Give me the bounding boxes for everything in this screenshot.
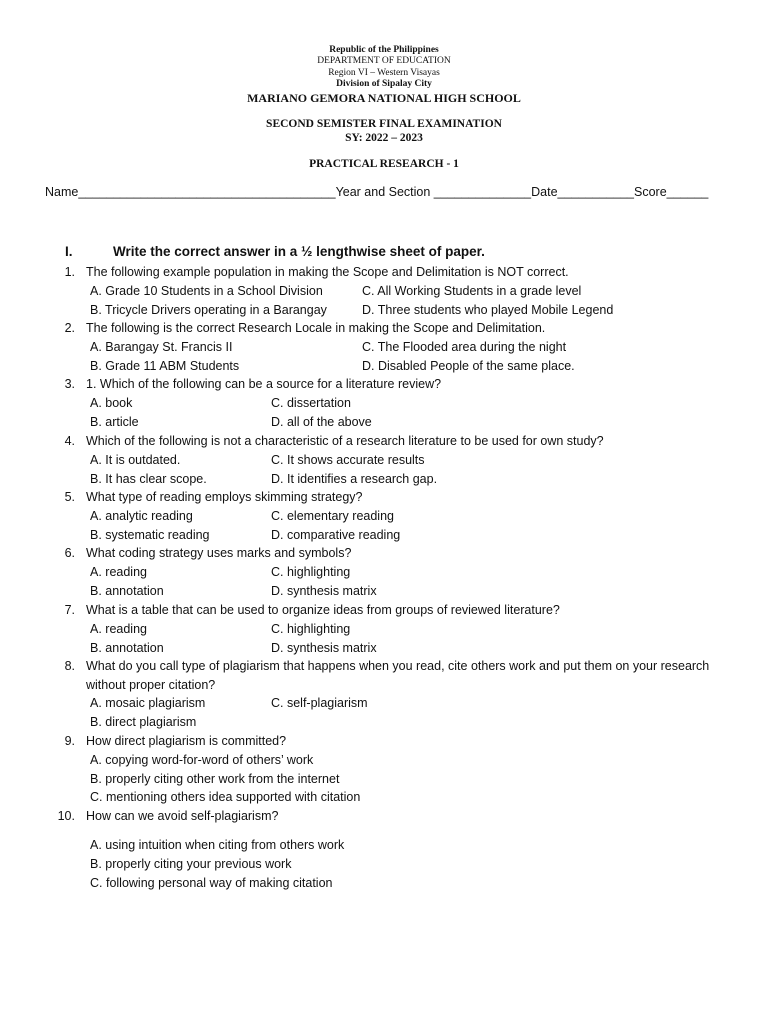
section-numeral: I. — [65, 244, 73, 259]
question-number: 1. — [64, 265, 75, 279]
header-division: Division of Sipalay City — [336, 79, 432, 89]
option-d: D. It identifies a research gap. — [271, 472, 438, 486]
question-text: What is a table that can be used to organize ideas from groups of reviewed literature? — [86, 603, 560, 617]
question-number: 6. — [64, 546, 75, 560]
option-d: D. all of the above — [271, 415, 372, 429]
option-d: D. synthesis matrix — [271, 584, 377, 598]
section-instruction: Write the correct answer in a ½ lengthwise sheet of paper. — [113, 244, 485, 259]
question-text: The following example population in making the Scope and Delimitation is NOT correct. — [86, 265, 569, 279]
question-number: 8. — [64, 659, 75, 673]
question-text: What do you call type of plagiarism that happens when you read, cite others work and put them on your research — [86, 659, 710, 673]
question-text: Which of the following is not a characteristic of a research literature to be used for own study? — [86, 434, 604, 448]
question-text: What coding strategy uses marks and symbols? — [86, 546, 352, 560]
option-a: A. book — [90, 396, 133, 410]
option-b: B. direct plagiarism — [90, 715, 197, 729]
option-a: A. Barangay St. Francis II — [90, 340, 233, 354]
question-text: How can we avoid self-plagiarism? — [86, 809, 279, 823]
question-number: 7. — [64, 603, 75, 617]
question-text: 1. Which of the following can be a source for a literature review? — [86, 377, 442, 391]
subject-title: PRACTICAL RESEARCH - 1 — [309, 158, 459, 170]
option-c: C. All Working Students in a grade level — [362, 284, 582, 298]
option-c: C. following personal way of making citation — [90, 876, 333, 890]
option-c: C. highlighting — [271, 622, 351, 636]
school-year: SY: 2022 – 2023 — [345, 132, 423, 144]
option-a: A. analytic reading — [90, 509, 193, 523]
question-text: The following is the correct Research Locale in making the Scope and Delimitation. — [86, 321, 546, 335]
option-d: D. synthesis matrix — [271, 641, 377, 655]
option-a: A. mosaic plagiarism — [90, 696, 206, 710]
option-a: A. using intuition when citing from others work — [90, 838, 345, 852]
question-text-continued: without proper citation? — [86, 678, 216, 692]
option-a: A. Grade 10 Students in a School Division — [90, 284, 323, 298]
option-b: B. annotation — [90, 584, 164, 598]
option-a: A. It is outdated. — [90, 453, 181, 467]
question-number: 5. — [64, 490, 75, 504]
option-b: B. systematic reading — [90, 528, 210, 542]
question-text: What type of reading employs skimming strategy? — [86, 490, 363, 504]
option-a: A. reading — [90, 622, 147, 636]
question-number: 3. — [64, 377, 75, 391]
option-b: B. properly citing other work from the internet — [90, 772, 340, 786]
option-c: C. mentioning others idea supported with citation — [90, 790, 361, 804]
option-b: B. properly citing your previous work — [90, 857, 292, 871]
question-number: 9. — [64, 734, 75, 748]
option-d: D. comparative reading — [271, 528, 401, 542]
student-info-line: Name_____________________________________Year and Section ______________Date___________Score______ — [45, 185, 709, 199]
question-number: 4. — [64, 434, 75, 448]
option-b: B. It has clear scope. — [90, 472, 207, 486]
option-c: C. dissertation — [271, 396, 351, 410]
option-b: B. annotation — [90, 641, 164, 655]
option-b: B. article — [90, 415, 139, 429]
option-c: C. self-plagiarism — [271, 696, 368, 710]
option-b: B. Grade 11 ABM Students — [90, 359, 240, 373]
header-region: Region VI – Western Visayas — [328, 68, 440, 78]
exam-title: SECOND SEMISTER FINAL EXAMINATION — [266, 118, 502, 130]
option-a: A. copying word-for-word of others’ work — [90, 753, 314, 767]
option-d: D. Three students who played Mobile Legend — [362, 303, 614, 317]
option-c: C. It shows accurate results — [271, 453, 425, 467]
option-c: C. highlighting — [271, 565, 351, 579]
option-a: A. reading — [90, 565, 147, 579]
question-text: How direct plagiarism is committed? — [86, 734, 287, 748]
header-department: DEPARTMENT OF EDUCATION — [317, 56, 451, 66]
header-republic: Republic of the Philippines — [329, 45, 439, 55]
option-c: C. elementary reading — [271, 509, 394, 523]
question-number: 2. — [64, 321, 75, 335]
option-b: B. Tricycle Drivers operating in a Barangay — [90, 303, 327, 317]
school-name: MARIANO GEMORA NATIONAL HIGH SCHOOL — [247, 91, 521, 105]
question-number: 10. — [57, 809, 75, 823]
option-c: C. The Flooded area during the night — [362, 340, 567, 354]
option-d: D. Disabled People of the same place. — [362, 359, 575, 373]
